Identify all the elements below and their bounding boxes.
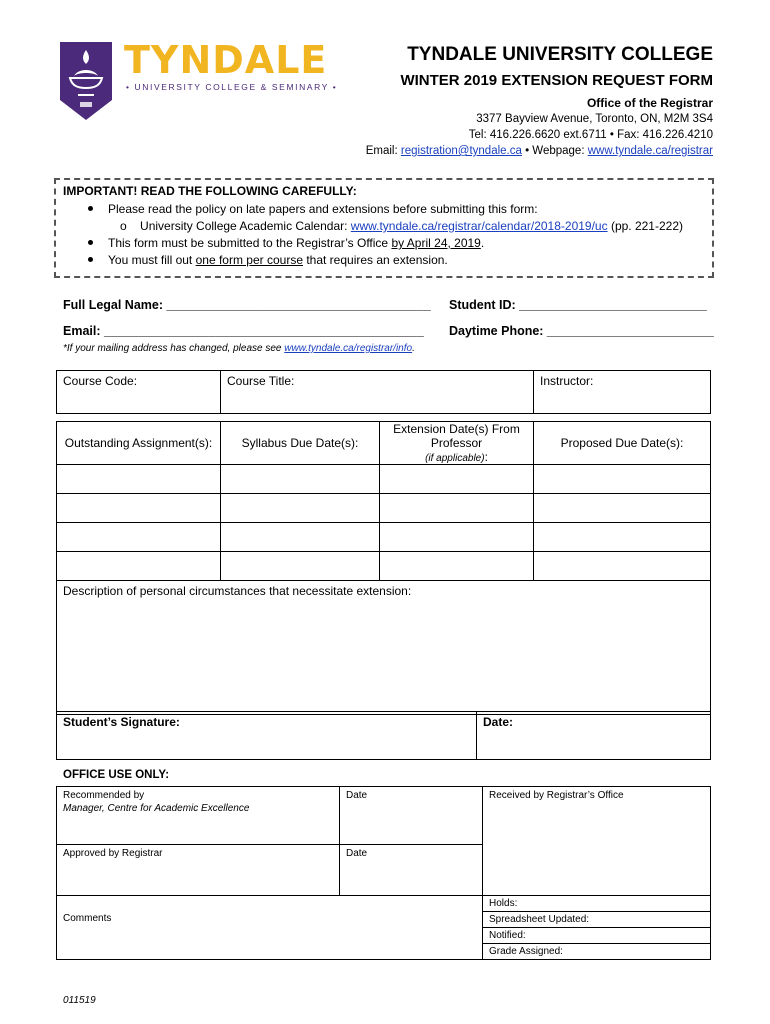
student-id-field[interactable]: Student ID: ___________________________ — [449, 298, 707, 312]
assignments-table — [56, 421, 711, 715]
grade-assigned-field[interactable]: Grade Assigned: — [489, 946, 563, 957]
approved-cell[interactable] — [57, 845, 340, 896]
signature-table — [56, 711, 711, 760]
office-use-title: OFFICE USE ONLY: — [63, 769, 170, 781]
bullet-3-suffix: that requires an extension. — [303, 253, 448, 267]
extension-date-cell[interactable] — [380, 494, 534, 523]
date2-cell[interactable] — [340, 845, 483, 896]
extension-date-cell[interactable] — [380, 523, 534, 552]
date2-label: Date — [346, 848, 368, 859]
notice-bullet-2 — [108, 236, 484, 250]
manager-label: Manager, Centre for Academic Excellence — [63, 803, 250, 814]
header-outstanding — [57, 422, 221, 465]
bullet-dot — [88, 240, 93, 245]
daytime-phone-field[interactable]: Daytime Phone: ________________________ — [449, 324, 714, 338]
header-syllabus-due — [221, 422, 380, 465]
if-applicable-note: (if applicable) — [425, 453, 485, 464]
signature-label: Student’s Signature: — [63, 715, 180, 729]
recommended-cell[interactable] — [57, 787, 340, 845]
tyndale-shield-logo — [60, 42, 112, 120]
date1-label: Date — [346, 790, 368, 801]
note-prefix: *If your mailing address has changed, please see — [63, 343, 285, 354]
header-proposed-due — [534, 422, 711, 465]
bullet-3-prefix: You must fill out — [108, 253, 196, 267]
assignment-cell[interactable] — [57, 523, 221, 552]
logo-subtitle: • UNIVERSITY COLLEGE & SEMINARY • — [126, 82, 338, 92]
assignment-cell[interactable] — [57, 552, 221, 581]
status-cell — [483, 896, 711, 960]
header-extension-dates — [380, 422, 534, 465]
calendar-link[interactable]: www.tyndale.ca/registrar/calendar/2018-2019/uc — [350, 219, 608, 233]
notified-field[interactable]: Notified: — [483, 928, 710, 944]
logo-wordmark: TYNDALE — [124, 38, 328, 82]
assignment-cell[interactable] — [57, 494, 221, 523]
office-email-web — [366, 145, 713, 157]
date1-cell[interactable] — [340, 787, 483, 845]
note-suffix: . — [412, 343, 415, 354]
holds-field[interactable]: Holds: — [483, 896, 710, 912]
proposed-date-cell[interactable] — [534, 552, 711, 581]
form-title: WINTER 2019 EXTENSION REQUEST FORM — [400, 72, 713, 89]
bullet-dot — [88, 257, 93, 262]
table-row — [57, 552, 711, 581]
description-row — [57, 581, 711, 715]
received-cell[interactable] — [483, 787, 711, 896]
office-name: Office of the Registrar — [586, 96, 713, 110]
assignment-cell[interactable] — [57, 465, 221, 494]
webpage-link[interactable]: www.tyndale.ca/registrar — [587, 145, 713, 157]
spreadsheet-updated-field[interactable]: Spreadsheet Updated: — [483, 912, 710, 928]
sub-bullet-prefix: University College Academic Calendar: — [140, 219, 351, 233]
course-title-label: Course Title: — [227, 374, 295, 388]
proposed-date-cell[interactable] — [534, 465, 711, 494]
table-row — [57, 494, 711, 523]
table-row — [57, 465, 711, 494]
course-code-label: Course Code: — [63, 374, 138, 388]
notice-bullet-1 — [108, 202, 538, 216]
description-label: Description of personal circumstances that necessitate extension: — [63, 584, 412, 598]
sub-bullet-suffix: (pp. 221-222) — [607, 219, 683, 233]
course-code-cell[interactable] — [57, 371, 221, 414]
bullet-2-suffix: . — [480, 236, 485, 250]
syllabus-date-cell[interactable] — [221, 494, 380, 523]
instructor-label: Instructor: — [540, 374, 594, 388]
course-table — [56, 370, 711, 414]
recommended-label: Recommended by — [63, 790, 145, 801]
email-field[interactable]: Email: ______________________________________________ — [63, 324, 424, 338]
colon: : — [484, 450, 488, 464]
office-contact: Tel: 416.226.6620 ext.6711 • Fax: 416.226.4210 — [468, 129, 713, 141]
deadline-date: by April 24, 2019 — [391, 236, 481, 250]
notice-bullet-3 — [108, 253, 448, 267]
received-label: Received by Registrar’s Office — [489, 790, 624, 801]
proposed-label: Proposed Due Date(s): — [560, 436, 684, 450]
bullet-dot — [88, 206, 93, 211]
notice-sub-bullet — [120, 219, 683, 233]
description-cell[interactable] — [57, 581, 711, 715]
college-title: TYNDALE UNIVERSITY COLLEGE — [407, 44, 713, 65]
outstanding-label: Outstanding Assignment(s): — [64, 436, 213, 450]
sub-bullet-marker: o — [120, 219, 127, 233]
signature-date-cell[interactable] — [477, 712, 711, 760]
proposed-date-cell[interactable] — [534, 494, 711, 523]
signature-cell[interactable] — [57, 712, 477, 760]
comments-cell[interactable] — [57, 896, 483, 960]
approved-label: Approved by Registrar — [63, 848, 163, 859]
instructor-cell[interactable] — [534, 371, 711, 414]
one-form-per-course: one form per course — [195, 253, 303, 267]
bullet-1-text: Please read the policy on late papers and extensions before submitting this form: — [108, 202, 538, 216]
table-header-row — [57, 422, 711, 465]
course-title-cell[interactable] — [221, 371, 534, 414]
registrar-info-link[interactable]: www.tyndale.ca/registrar/info — [284, 343, 413, 354]
extension-label: Extension Date(s) From Professor — [393, 422, 520, 450]
syllabus-date-cell[interactable] — [221, 523, 380, 552]
form-code: 011519 — [63, 995, 96, 1006]
syllabus-date-cell[interactable] — [221, 465, 380, 494]
email-link[interactable]: registration@tyndale.ca — [400, 145, 522, 157]
extension-date-cell[interactable] — [380, 465, 534, 494]
proposed-date-cell[interactable] — [534, 523, 711, 552]
extension-date-cell[interactable] — [380, 552, 534, 581]
comments-label: Comments — [63, 913, 112, 924]
important-title: IMPORTANT! READ THE FOLLOWING CAREFULLY: — [63, 184, 357, 198]
syllabus-date-cell[interactable] — [221, 552, 380, 581]
webpage-label: • Webpage: — [521, 145, 588, 157]
bullet-2-prefix: This form must be submitted to the Registrar’s Office — [108, 236, 392, 250]
syllabus-label: Syllabus Due Date(s): — [241, 436, 359, 450]
table-row — [57, 523, 711, 552]
office-use-table — [56, 786, 711, 960]
legal-name-field[interactable]: Full Legal Name: ______________________________________ — [63, 298, 431, 312]
address-change-note — [63, 343, 415, 354]
email-label: Email: — [365, 145, 401, 157]
office-address: 3377 Bayview Avenue, Toronto, ON, M2M 3S4 — [476, 113, 713, 125]
signature-date-label: Date: — [483, 715, 514, 729]
